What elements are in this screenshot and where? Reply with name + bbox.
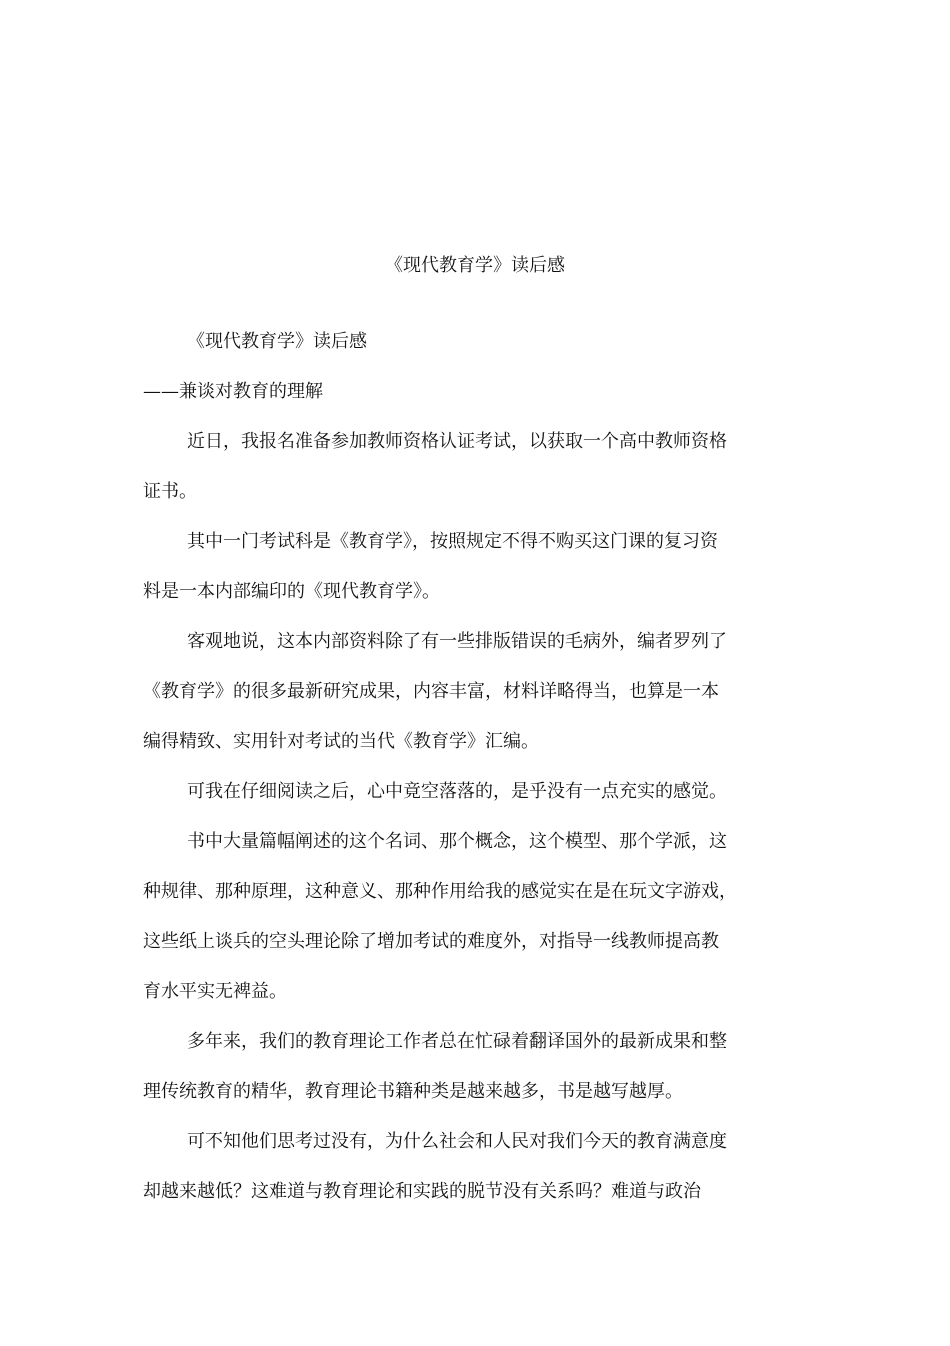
text-line — [143, 967, 755, 1017]
text-line — [143, 467, 755, 517]
text-line-content: 客观地说，这本内部资料除了有一些排版错误的毛病外，编者罗列了 — [187, 631, 727, 652]
text-line — [143, 567, 755, 617]
text-line — [143, 1117, 755, 1167]
text-line — [143, 1067, 755, 1117]
text-line-content: 《现代教育学》读后感 — [187, 331, 367, 352]
text-line — [143, 1167, 755, 1217]
text-line-content: ——兼谈对教育的理解 — [143, 381, 323, 402]
text-line — [143, 517, 755, 567]
text-line-content: 其中一门考试科是《教育学》，按照规定不得不购买这门课的复习资 — [187, 531, 718, 552]
text-line — [143, 917, 755, 967]
text-line-content: 多年来，我们的教育理论工作者总在忙碌着翻译国外的最新成果和整 — [187, 1031, 727, 1052]
text-line-content: 种规律、那种原理，这种意义、那种作用给我的感觉实在是在玩文字游戏， — [143, 881, 737, 902]
text-line-content: 可我在仔细阅读之后，心中竟空落落的，是乎没有一点充实的感觉。 — [187, 781, 727, 802]
text-line — [143, 317, 755, 367]
text-line — [143, 617, 755, 667]
text-line-content: 这些纸上谈兵的空头理论除了增加考试的难度外，对指导一线教师提高教 — [143, 931, 719, 952]
text-line — [143, 1017, 755, 1067]
text-line — [143, 867, 755, 917]
text-line — [143, 417, 755, 467]
text-line-content: 育水平实无裨益。 — [143, 981, 287, 1002]
text-line-content: 书中大量篇幅阐述的这个名词、那个概念，这个模型、那个学派，这 — [187, 831, 727, 852]
text-line — [143, 767, 755, 817]
text-line-content: 可不知他们思考过没有，为什么社会和人民对我们今天的教育满意度 — [187, 1131, 727, 1152]
text-line — [143, 667, 755, 717]
text-line-content: 理传统教育的精华，教育理论书籍种类是越来越多，书是越写越厚。 — [143, 1081, 683, 1102]
text-line — [143, 717, 755, 767]
document-title: 《现代教育学》读后感 — [385, 255, 565, 276]
text-line-content: 证书。 — [143, 481, 197, 502]
text-line-content: 《教育学》的很多最新研究成果，内容丰富，材料详略得当，也算是一本 — [143, 681, 719, 702]
document-body — [143, 317, 755, 1217]
text-line-content: 近日，我报名准备参加教师资格认证考试，以获取一个高中教师资格 — [187, 431, 727, 452]
text-line-content: 却越来越低？这难道与教育理论和实践的脱节没有关系吗？难道与政治 — [143, 1181, 701, 1202]
text-line — [143, 817, 755, 867]
text-line-content: 料是一本内部编印的《现代教育学》。 — [143, 581, 440, 602]
text-line-content: 编得精致、实用针对考试的当代《教育学》汇编。 — [143, 731, 539, 752]
text-line — [143, 367, 755, 417]
